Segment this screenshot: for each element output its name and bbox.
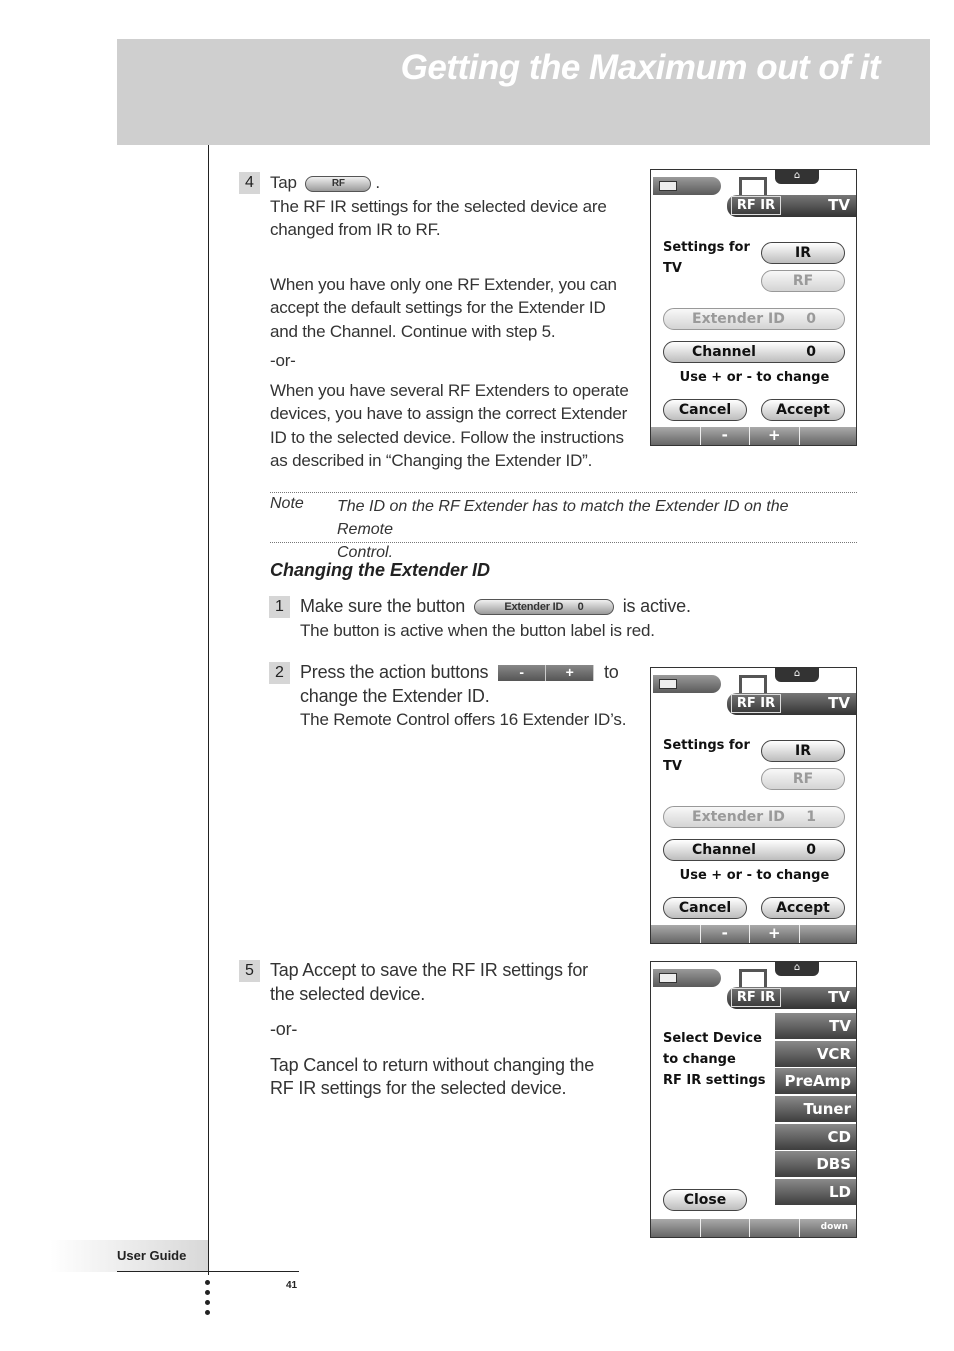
inline-minus: - bbox=[498, 665, 546, 681]
action-bar bbox=[651, 1219, 857, 1237]
minus-button[interactable]: - bbox=[701, 427, 751, 445]
note-l2: Control. bbox=[337, 544, 394, 561]
tap-word: Tap bbox=[270, 173, 297, 192]
step4-p2-l2: devices, you have to assign the correct Extender bbox=[270, 404, 628, 423]
device-label: TV bbox=[828, 988, 850, 1006]
ext-label: Extender ID bbox=[692, 809, 785, 825]
step-5-text bbox=[270, 959, 640, 1101]
action-1[interactable] bbox=[651, 925, 701, 943]
device-item-tv[interactable]: TV bbox=[775, 1013, 857, 1039]
ir-button[interactable]: IR bbox=[761, 740, 845, 762]
step4-p2-l4: as described in “Changing the Extender ID”. bbox=[270, 451, 593, 470]
cancel-button[interactable]: Cancel bbox=[663, 399, 747, 421]
ch-value: 0 bbox=[806, 344, 816, 360]
ext-label: Extender ID bbox=[692, 311, 785, 327]
remote-screen-1 bbox=[650, 169, 857, 446]
hint-text: Use + or - to change bbox=[679, 370, 830, 385]
inline-ext-value: 0 bbox=[577, 601, 584, 614]
action-3[interactable] bbox=[750, 1219, 800, 1237]
settings-l2: TV bbox=[663, 261, 682, 276]
accept-button[interactable]: Accept bbox=[761, 399, 845, 421]
ir-button[interactable]: IR bbox=[761, 242, 845, 264]
rfir-label: RF IR bbox=[731, 196, 781, 215]
footer-rule bbox=[117, 1271, 299, 1272]
menu-icon[interactable] bbox=[653, 675, 721, 693]
device-item-dbs[interactable]: DBS bbox=[775, 1151, 857, 1177]
settings-label bbox=[663, 237, 750, 279]
step5-or: -or- bbox=[270, 1019, 298, 1039]
step5-l3: Tap Cancel to return without changing the bbox=[270, 1054, 595, 1075]
step4-or: -or- bbox=[270, 351, 296, 370]
step4-p2-l3: ID to the selected device. Follow the instructions bbox=[270, 427, 624, 447]
device-list bbox=[775, 1013, 857, 1207]
action-2[interactable] bbox=[701, 1219, 751, 1237]
footer-label: User Guide bbox=[117, 1248, 187, 1263]
settings-l2: TV bbox=[663, 759, 682, 774]
step-number-1: 1 bbox=[269, 596, 290, 618]
vertical-rule bbox=[208, 145, 209, 1275]
rf-button-inline: RF bbox=[305, 176, 371, 192]
step-number-2: 2 bbox=[269, 662, 290, 684]
device-item-tuner[interactable]: Tuner bbox=[775, 1096, 857, 1122]
menu-icon[interactable] bbox=[653, 969, 721, 987]
note-rule-top bbox=[270, 492, 857, 493]
settings-l1: Settings for bbox=[663, 240, 750, 255]
extender-id-button[interactable] bbox=[663, 308, 845, 330]
action-bar bbox=[651, 925, 857, 943]
ext-value: 1 bbox=[806, 809, 816, 825]
subheading: Changing the Extender ID bbox=[270, 560, 491, 580]
remote-screen-3 bbox=[650, 961, 857, 1238]
step5-l2: the selected device. bbox=[270, 983, 426, 1004]
step4-p1-l2: accept the default settings for the Extender ID bbox=[270, 298, 606, 317]
step4-line1: The RF IR settings for the selected device are bbox=[270, 196, 607, 216]
ch-label: Channel bbox=[692, 842, 756, 858]
step5-l4: RF IR settings for the selected device. bbox=[270, 1078, 567, 1098]
remote-screen-2 bbox=[650, 667, 857, 944]
down-button[interactable]: down bbox=[820, 1222, 848, 1232]
sub1-pre: Make sure the button bbox=[300, 596, 466, 616]
menu-icon[interactable] bbox=[653, 177, 721, 195]
device-item-preamp[interactable]: PreAmp bbox=[775, 1068, 857, 1094]
inline-plus: + bbox=[546, 665, 594, 681]
select-l1: Select Device bbox=[663, 1031, 762, 1046]
footer-dots-icon bbox=[205, 1280, 211, 1320]
page-title: Getting the Maximum out of it bbox=[400, 48, 880, 87]
hint-text: Use + or - to change bbox=[679, 868, 830, 883]
cancel-button[interactable]: Cancel bbox=[663, 897, 747, 919]
device-item-ld[interactable]: LD bbox=[775, 1179, 857, 1205]
step5-l1: Tap Accept to save the RF IR settings for bbox=[270, 960, 588, 980]
accept-button[interactable]: Accept bbox=[761, 897, 845, 919]
device-item-cd[interactable]: CD bbox=[775, 1124, 857, 1150]
ch-value: 0 bbox=[806, 842, 816, 858]
device-label: TV bbox=[828, 196, 850, 214]
step4-p1-l3: and the Channel. Continue with step 5. bbox=[270, 321, 556, 341]
note-text bbox=[337, 495, 837, 564]
sub2-post: to bbox=[603, 662, 619, 682]
action-buttons-inline bbox=[498, 665, 594, 681]
step-number-5: 5 bbox=[239, 960, 260, 982]
note-rule-bottom bbox=[270, 542, 857, 543]
step4-p2-l1: When you have several RF Extenders to operate bbox=[270, 380, 629, 400]
step4-p1-l1: When you have only one RF Extender, you can bbox=[270, 274, 617, 294]
note-l1: The ID on the RF Extender has to match the Extender ID on the Remote bbox=[337, 498, 789, 538]
sub1-post: is active. bbox=[622, 596, 691, 616]
select-l3: RF IR settings bbox=[663, 1073, 766, 1088]
home-icon[interactable]: ⌂ bbox=[775, 962, 819, 976]
rfir-label: RF IR bbox=[731, 694, 781, 713]
note-label: Note bbox=[270, 495, 304, 512]
home-icon[interactable]: ⌂ bbox=[775, 170, 819, 184]
sub1-text bbox=[300, 595, 720, 619]
settings-l1: Settings for bbox=[663, 738, 750, 753]
sub2-text bbox=[300, 661, 640, 708]
rf-button[interactable]: RF bbox=[761, 768, 845, 790]
extender-id-inline-button bbox=[474, 599, 614, 615]
action-4[interactable] bbox=[800, 427, 858, 445]
device-label: TV bbox=[828, 694, 850, 712]
step-number-4: 4 bbox=[239, 172, 260, 194]
minus-button[interactable]: - bbox=[701, 925, 751, 943]
rf-button[interactable]: RF bbox=[761, 270, 845, 292]
extender-id-button[interactable] bbox=[663, 806, 845, 828]
action-1[interactable] bbox=[651, 1219, 701, 1237]
page-number: 41 bbox=[286, 1280, 298, 1291]
ch-label: Channel bbox=[692, 344, 756, 360]
plus-button[interactable]: + bbox=[750, 427, 800, 445]
close-button[interactable]: Close bbox=[663, 1189, 747, 1211]
action-4[interactable] bbox=[800, 925, 858, 943]
home-icon[interactable]: ⌂ bbox=[775, 668, 819, 682]
sub1-detail: The button is active when the button label is red. bbox=[300, 621, 655, 640]
rfir-label: RF IR bbox=[731, 988, 781, 1007]
action-bar bbox=[651, 427, 857, 445]
action-1[interactable] bbox=[651, 427, 701, 445]
channel-button[interactable] bbox=[663, 341, 845, 363]
sub2-l2: change the Extender ID. bbox=[300, 685, 490, 706]
step4-line2: changed from IR to RF. bbox=[270, 220, 441, 239]
sub2-detail: The Remote Control offers 16 Extender ID’s. bbox=[300, 710, 627, 729]
plus-button[interactable]: + bbox=[750, 925, 800, 943]
select-l2: to change bbox=[663, 1052, 736, 1067]
ext-value: 0 bbox=[806, 311, 816, 327]
step-4-text bbox=[270, 171, 640, 473]
inline-ext-label: Extender ID bbox=[504, 601, 564, 614]
channel-button[interactable] bbox=[663, 839, 845, 861]
device-item-vcr[interactable]: VCR bbox=[775, 1041, 857, 1067]
sub2-pre: Press the action buttons bbox=[300, 662, 489, 682]
period: . bbox=[375, 173, 380, 192]
select-device-label bbox=[663, 1028, 766, 1091]
settings-label bbox=[663, 735, 750, 777]
